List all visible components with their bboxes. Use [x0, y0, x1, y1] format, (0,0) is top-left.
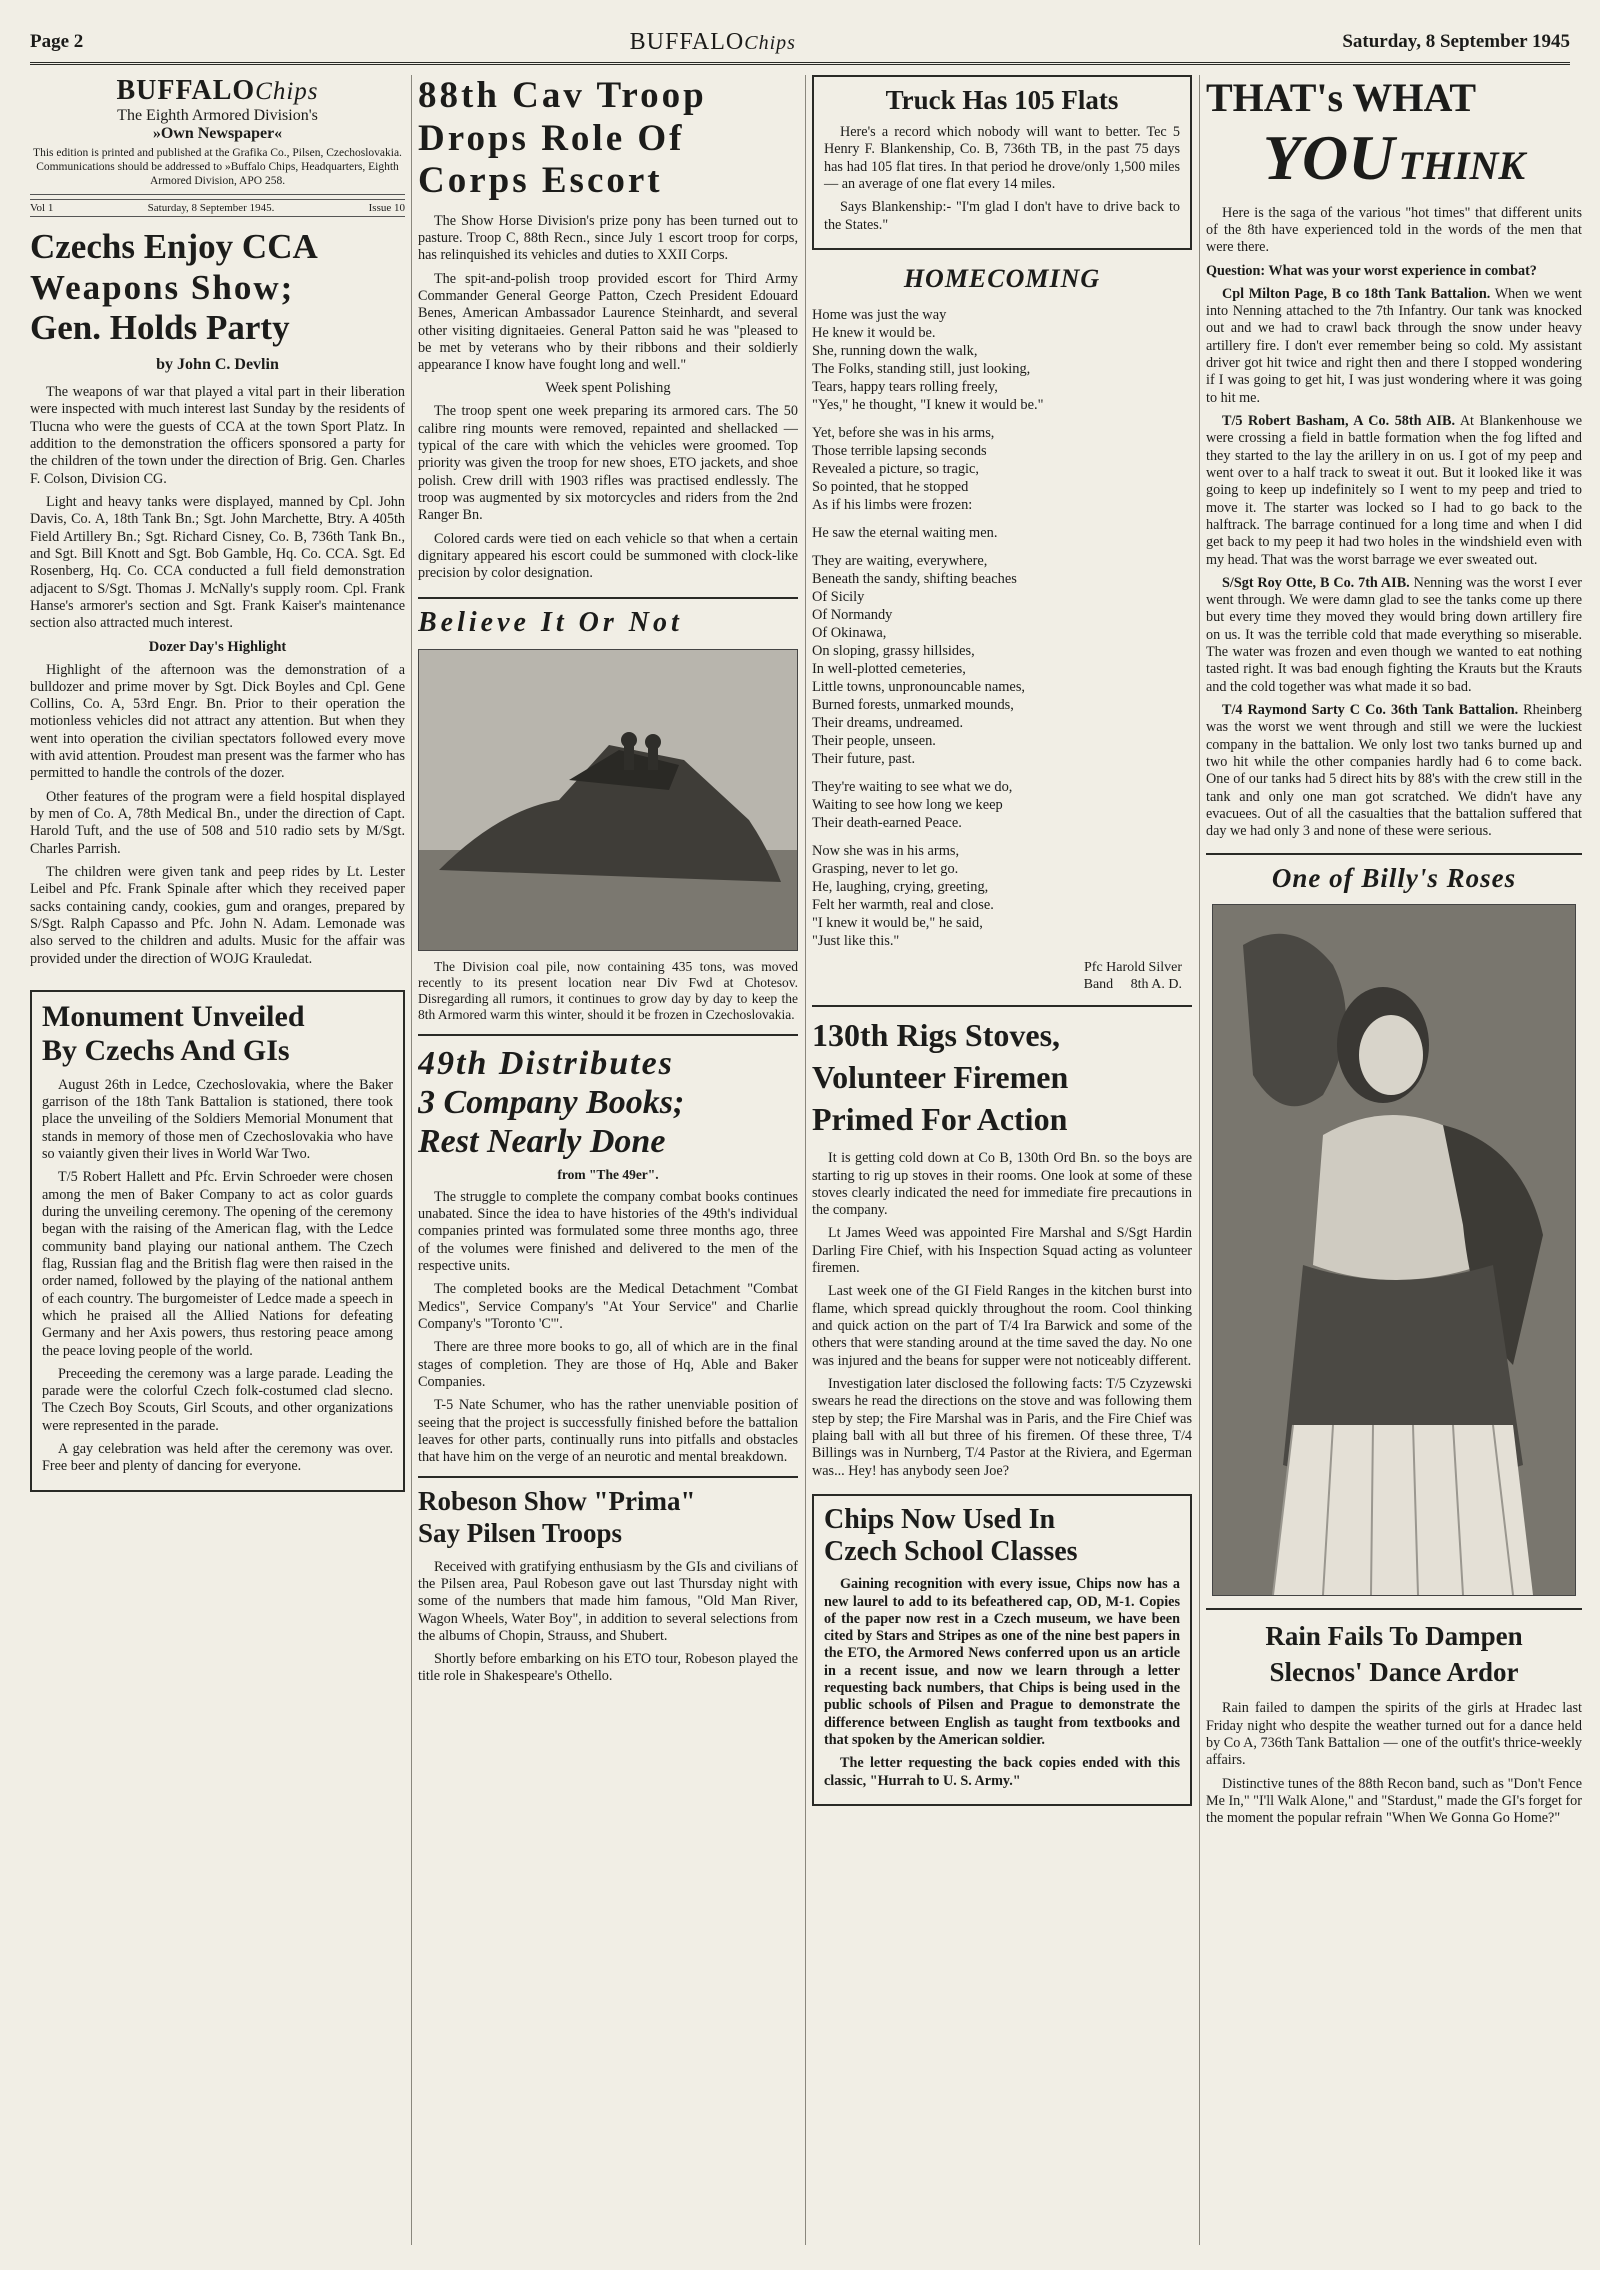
- article-roses: [1206, 853, 1582, 1596]
- headline-line: THAT's WHAT: [1206, 75, 1477, 120]
- subheading: Week spent Polishing: [545, 380, 671, 397]
- poem-stanza: Yet, before she was in his arms, Those terrible lapsing seconds Revealed a picture, so tragic, So pointed, that he stopped As if his limbs were frozen:: [812, 424, 995, 513]
- headline-line: Volunteer Firemen: [812, 1059, 1069, 1095]
- column-1: [30, 75, 405, 2245]
- paragraph: The struggle to complete the company combat books continues unabated. Since the idea to have histories of the 49th's individual companies printed was formulated some three months ago, three of the volumes were finished and delivered to the men of the respective units.: [418, 1188, 798, 1275]
- article-chips-school: [812, 1494, 1192, 1806]
- nameplate-title-main: BUFFALO: [116, 75, 256, 106]
- answer: [1206, 702, 1582, 841]
- paragraph: Investigation later disclosed the following facts: T/5 Czyzewski swears he read the directions on the stove and was following them step by step; the Fire Marshal was in Paris, and the Fire Chief was plaing ball with all but three of his firemen. Of these three, T/4 Billings was in Nurnberg, T/4 Pastor at the Riviera, and Egerman was... Hey! has anybody seen Joe?: [812, 1375, 1192, 1479]
- paragraph: Highlight of the afternoon was the demonstration of a bulldozer and prime mover by Sgt. Dick Boyles and Cpl. Gene Collins, Co. A, 53rd Engr. Bn. Prior to their operation the motionless vehicles did not attract any attention. But when they went into operation the civilian spectators followed every move with avid attention. Proudest man present was the farmer who has permitted to handle the controls of the dozer.: [30, 661, 405, 782]
- headline-line: Czechs Enjoy CCA: [30, 227, 318, 267]
- article-monument: [30, 990, 405, 1492]
- headline-line: Rain Fails To Dampen: [1265, 1620, 1523, 1651]
- column-rule: [805, 75, 806, 2245]
- volume-label: Vol 1: [30, 202, 54, 215]
- article-books: [418, 1034, 798, 1467]
- nameplate-line1: The Eighth Armored Division's: [117, 107, 318, 124]
- poem-stanza: They are waiting, everywhere, Beneath the sandy, shifting beaches Of Sicily Of Normandy Of Okinawa, On sloping, grassy hillsides, In well-plotted cemeteries, Little towns, unpronouncable names, Burned forests, unmarked mounds, Their dreams, undreamed. Their people, unseen. Their future, past.: [812, 552, 1026, 767]
- headline-line: By Czechs And GIs: [42, 1034, 290, 1068]
- woman-portrait-icon: [1213, 905, 1575, 1595]
- paragraph: The Show Horse Division's prize pony has been turned out to pasture. Troop C, 88th Recn., since July 1 escort troop for corps, has relinquished its vehicles and duties to XXII Corps.: [418, 212, 798, 264]
- headline-line: 3 Company Books;: [418, 1083, 685, 1121]
- article-truck: [812, 75, 1192, 250]
- answer-text: Rheinberg was the worst we went through and still we were the luckiest company in the battalion. We only lost two tanks burned up and two hit while the other companies hardly had 6 to come back. One of our tanks had 5 direct hits by 88's with the crew still in the tank and only one man got scratched. We didn't have any evacuees. Out of all the casualties that the battalion suffered that day we had only 3 and none of these were serious.: [1206, 702, 1582, 840]
- article-believe: [418, 597, 798, 1024]
- coal-pile-photo: [418, 649, 798, 951]
- answer-name: T/5 Robert Basham, A Co. 58th AIB.: [1222, 413, 1456, 430]
- article-think: [1206, 75, 1582, 841]
- answer: [1206, 413, 1582, 569]
- paragraph: Received with gratifying enthusiasm by the GIs and civilians of the Pilsen area, Paul Robeson gave out last Thursday night with some of the numbers that made him famous, "Old Man River, Wagon Wheels, Water Boy", in addition to several selections from the albums of Chopin, Strauss, and Shubert.: [418, 1558, 798, 1644]
- headline-line: 130th Rigs Stoves,: [812, 1017, 1061, 1054]
- headline-books: [418, 1044, 798, 1161]
- answer-name: S/Sgt Roy Otte, B Co. 7th AIB.: [1222, 574, 1410, 591]
- headline-line: Robeson Show "Prima": [418, 1486, 696, 1517]
- paragraph: The children were given tank and peep rides by Lt. Lester Leibel and Pfc. Frank Spinale after which they received paper sacks containing candy, cookies, gum and oranges, prepared by S/Sgt. Ralph Capasso and Pfc. John N. Adam. Lemonade was also served to the children and adults. Music for the affair was provided under the direction of WOJG Krauledat.: [30, 863, 405, 967]
- poem-stanzas: [812, 306, 1192, 950]
- paragraph: Colored cards were tied on each vehicle so that when a certain dignitary appeared his escort could be summoned with clock-like precision by color designation.: [418, 530, 798, 582]
- article-robeson: [418, 1476, 798, 1685]
- paper-name-main: BUFFALO: [629, 28, 745, 55]
- answer-text: When we went into Nenning attached to the 7th Infantry. Our tank was knocked out and we had to crawl back through the snow under heavy artillery fire. I don't ever remember being so cold. My assistant driver got hit twice and right then and there I stopped wondering if I was going to get hit, I was just wondering where it was going to hit me.: [1206, 285, 1582, 406]
- paragraph: Last week one of the GI Field Ranges in the kitchen burst into flame, which spread quickly throughout the room. Cool thinking and quick action on the part of T/4 Ira Barwick and some of the others that were standing around at the time saved the day. No one was injured and the beans for supper were not noticeably different.: [812, 1283, 1192, 1369]
- headline-line: Monument Unveiled: [42, 999, 305, 1033]
- article-czechs: [30, 227, 405, 967]
- paragraph: The letter requesting the back copies ended with this classic, "Hurrah to U. S. Army.": [824, 1755, 1180, 1789]
- issue-date-small: Saturday, 8 September 1945.: [147, 202, 275, 215]
- paragraph: Other features of the program were a field hospital displayed by men of Co. A, 78th Medical Bn., under the direction of Capt. Harold Tuft, and the use of 508 and 510 radio sets by M/Sgt. Charles Parrish.: [30, 788, 405, 857]
- paragraph: The completed books are the Medical Detachment "Combat Medics", Service Company's "At Your Service" and Charlie Company's "Toronto 'C'".: [418, 1281, 798, 1332]
- headline-chips-school: [824, 1504, 1180, 1568]
- paragraph: Here is the saga of the various "hot times" that different units of the 8th have experienced told in the words of the men that were there.: [1206, 204, 1582, 256]
- nameplate-details: This edition is printed and published at the Grafika Co., Pilsen, Czechoslovakia. Communications should be addressed to »Buffalo Chips, Headquarters, Eighth Armored Division, APO 258.: [33, 147, 402, 187]
- poem-author: Pfc Harold Silver: [1084, 959, 1182, 975]
- paragraph: Here's a record which nobody will want to better. Tec 5 Henry F. Blankenship, Co. B, 736th TB, in the past 75 days has had 105 flat tires. In that period he drove/only 1,500 miles — an average of one flat every 14 miles.: [824, 124, 1180, 192]
- column-4: [1206, 75, 1582, 2245]
- headline-monument: [42, 1000, 393, 1069]
- paragraph: August 26th in Ledce, Czechoslovakia, where the Baker garrison of the 18th Tank Battalion is stationed, there took place the unveiling of the Soldiers Memorial Monument that stands in memory of those men of Czechoslovakia who have so vaiantly given their lives in World War Two.: [42, 1076, 393, 1163]
- byline: by John C. Devlin: [156, 356, 279, 374]
- headline-line: 49th Distributes: [418, 1044, 674, 1082]
- poem-unit: Band 8th A. D.: [1083, 976, 1182, 992]
- masthead: [30, 22, 1570, 65]
- headline-line: Gen. Holds Party: [30, 307, 290, 347]
- nameplate: [30, 75, 405, 195]
- headline-line: Chips Now Used In: [824, 1503, 1056, 1535]
- headline-czechs: [30, 227, 405, 348]
- paper-name-script: Chips: [744, 31, 796, 54]
- paragraph: A gay celebration was held after the ceremony was over. Free beer and plenty of dancing for everyone.: [42, 1441, 393, 1475]
- issue-row: [30, 199, 405, 217]
- source-line: from "The 49er".: [557, 1166, 659, 1182]
- nameplate-line2: »Own Newspaper«: [152, 125, 283, 142]
- headline-cav-troop: [418, 75, 798, 203]
- coal-pile-icon: [419, 650, 798, 950]
- headline-think-word: THINK: [1398, 143, 1526, 188]
- headline-line: Drops Role Of: [418, 117, 685, 159]
- headline-line: Primed For Action: [812, 1100, 1068, 1137]
- paragraph: T-5 Nate Schumer, who has the rather unenviable position of seeing that the project is successfully finished before the battalion leaves for other parts, continually runs into pitfalls and obstacles that have him on the verge of an neurotic and mental breakdown.: [418, 1397, 798, 1466]
- poem-homecoming: [812, 264, 1192, 993]
- issue-date: Saturday, 8 September 1945: [1342, 31, 1570, 52]
- answer-text: Nenning was the worst I ever went through. We were damn glad to see the tanks come up there but every time they moved they would bring down artillery fire on us. It was the terrible cold that made everything so miserable. The water was frozen and even though we wanted to eat nothing tasted right. It was bad enough fighting the Krauts but the Krauts and the cold together was what made it so bad.: [1206, 574, 1582, 695]
- paragraph: There are three more books to go, all of which are in the final stages of completion. They are those of Hq, Able and Baker Companies.: [418, 1339, 798, 1390]
- column-2: [418, 75, 798, 2245]
- answer: [1206, 286, 1582, 407]
- headline-truck: Truck Has 105 Flats: [885, 85, 1119, 115]
- headline-line: Czech School Classes: [824, 1536, 1078, 1567]
- headline-line: Say Pilsen Troops: [418, 1517, 623, 1548]
- headline-line: Slecnos' Dance Ardor: [1269, 1657, 1519, 1688]
- question: Question: What was your worst experience in combat?: [1206, 262, 1537, 279]
- article-cav-troop: [418, 75, 798, 583]
- paragraph: Preceeding the ceremony was a large parade. Leading the parade were the colorful Czech folk-costumed clad slecno. The Czech Boy Scouts, Girl Scouts, and other organizations were represented in the parade.: [42, 1365, 393, 1434]
- headline-think: [1206, 75, 1582, 195]
- headline-believe: Believe It Or Not: [418, 606, 683, 638]
- photo-caption: The Division coal pile, now containing 435 tons, was moved recently to its present location near Div Fwd at Chotesov. Disregarding all rumors, it continues to grow day by day to keep the 8th Armored warm this winter, should it be frozen in Czechoslovakia.: [418, 958, 798, 1023]
- paragraph: The troop spent one week preparing its armored cars. The 50 calibre ring mounts were removed, repainted and shellacked — typical of the care with which the vehicles were groomed. Top priority was given the troop for new shoes, ETO jackets, and shoe polish. Crew drill with 1903 rifles was practised endlessly. The troop was augmented by six motorcycles and riders from the 2nd Ranger Bn.: [418, 403, 798, 524]
- issue-number: Issue 10: [368, 202, 405, 215]
- article-stoves: [812, 1005, 1192, 1479]
- poem-title: HOMECOMING: [903, 263, 1101, 293]
- poem-stanza: They're waiting to see what we do, Waiting to see how long we keep Their death-earned Peace.: [812, 778, 1013, 831]
- poem-stanza: Now she was in his arms, Grasping, never to let go. He, laughing, crying, greeting, Felt her warmth, real and close. "I knew it would be," he said, "Just like this.": [812, 842, 994, 949]
- paragraph: Light and heavy tanks were displayed, manned by Cpl. John Davis, Co. A, 18th Tank Bn.; Sgt. John Marchette, Btry. A 405th Field Artillery Bn.; Sgt. Richard Cisney, Co. B, 736th Tank Bn., and Sgt. Bill Knott and Sgt. Bob Gamble, Hq. Co. CCA. Sgt. Ed Rosenberg, Hq. Co. CCA conducted a full field demonstration adjacent to S/Sgt. Thomas J. McNally's supply room. Cpl. Frank Hanse's armorer's section and Sgt. Frank Kaiser's maintenance section also attracted much interest.: [30, 494, 405, 632]
- nameplate-title-script: Chips: [255, 78, 319, 105]
- paragraph: Gaining recognition with every issue, Chips now has a new laurel to add to its befeathered cap, OD, M-1. Copies of the paper now rest in a Czech museum, we have been cited by Stars and Stripes as one of the nine best papers in the ETO, the Armored News conferred upon us an article in a recent issue, and now we learn through a letter requesting back numbers, that Chips is being used in the public schools of Pilsen and Prague to demonstrate the difference between English as taught from textbooks and that spoken by the American soldier.: [824, 1576, 1180, 1748]
- paragraph: The spit-and-polish troop provided escort for Third Army Commander General George Patton, Czech President Edouard Benes, American Ambassador Laurence Steinhardt, and several other visiting dignitaeies. General Patton said he was "pleased to be met by veterans who by their ribbons and their soldierly appearance I know have fought long and well.": [418, 270, 798, 374]
- headline-line: Corps Escort: [418, 160, 663, 202]
- headline-roses: One of Billy's Roses: [1271, 862, 1517, 893]
- answer-name: T/4 Raymond Sarty C Co. 36th Tank Battalion.: [1222, 702, 1519, 719]
- column-rule: [1199, 75, 1200, 2245]
- article-rain: [1206, 1608, 1582, 1828]
- paragraph: Lt James Weed was appointed Fire Marshal and S/Sgt Hardin Darling Fire Chief, with his Inspection Squad acting as volunteer firemen.: [812, 1225, 1192, 1277]
- poem-stanza: He saw the eternal waiting men.: [812, 524, 998, 541]
- headline-you: YOU: [1262, 122, 1395, 193]
- paragraph: Distinctive tunes of the 88th Recon band, such as "Don't Fence Me In," "I'll Walk Alone," and "Stardust," made the GI's forget for the moment the popular refrain "When We Gonna Go Home?": [1206, 1775, 1582, 1827]
- page-number: Page 2: [30, 31, 84, 52]
- subheading: Dozer Day's Highlight: [148, 638, 287, 655]
- paragraph: Rain failed to dampen the spirits of the girls at Hradec last Friday night who despite the weather turned out for a dance held by Co A, 736th Tank Battalion — one of the outfit's thrice-weekly affairs.: [1206, 1700, 1582, 1769]
- paragraph: Shortly before embarking on his ETO tour, Robeson played the title role in Shakespeare's Othello.: [418, 1651, 798, 1685]
- paragraph: Says Blankenship:- "I'm glad I don't have to drive back to the States.": [824, 199, 1180, 233]
- poem-stanza: Home was just the way He knew it would be. She, running down the walk, The Folks, standing still, just looking, Tears, happy tears rolling freely, "Yes," he thought, "I knew it would be.": [812, 306, 1044, 413]
- headline-line: Weapons Show;: [30, 267, 295, 307]
- headline-stoves: [812, 1015, 1192, 1140]
- headline-line: Rest Nearly Done: [418, 1122, 666, 1160]
- headline-rain: [1206, 1618, 1582, 1691]
- paper-name: [630, 29, 796, 56]
- headline-robeson: [418, 1486, 798, 1548]
- answer-name: Cpl Milton Page, B co 18th Tank Battalion.: [1222, 285, 1491, 302]
- column-rule: [411, 75, 412, 2245]
- headline-line: 88th Cav Troop: [418, 75, 707, 116]
- column-3: [812, 75, 1192, 2245]
- nameplate-title: [30, 75, 405, 107]
- pinup-photo: [1212, 904, 1576, 1596]
- paragraph: The weapons of war that played a vital part in their liberation were inspected with much interest last Sunday by the residents of Tlucna who were the guests of CCA at the town Sport Platz. In addition to the demonstration the officers sponsored a party for the children of the town under the direction of Brig. Gen. Charles F. Colson, Division CG.: [30, 384, 405, 487]
- paragraph: It is getting cold down at Co B, 130th Ord Bn. so the boys are starting to rig up stoves in their rooms. One look at some of these stoves clearly indicated the need for immediate fire precautions in the company.: [812, 1150, 1192, 1219]
- paragraph: T/5 Robert Hallett and Pfc. Ervin Schroeder were chosen among the men of Baker Company to act as color guards during the unveiling ceremony. The opening of the ceremony began with the raising of the American flag, with the Ledce community band playing our national anthem. The Czech flag, Russian flag and the British flag were then raised in the order named, followed by the playing of the national anthem of each country. The burgomeister of Ledce made a speech in which he praised all the Allied Nations for defeating Germany and her Axis powers, thus restoring peace among the peace loving people of the world.: [42, 1169, 393, 1359]
- answer: [1206, 575, 1582, 696]
- answer-text: At Blankenhouse we were crossing a field in battle formation when the fog lifted and they started to the lay the arillery in on us. I got of my peep and went over to a half track to sweat it out. But it looked like it was going to keep up indefinitely so I went to my peep and tried to move it. The starter was locked so I had to go back to the halftrack. The barrage continued for a long time and when I did get back to my peep it had two holes in the windshield even with my head. That was the worst barrage we ever sweated out.: [1206, 413, 1582, 568]
